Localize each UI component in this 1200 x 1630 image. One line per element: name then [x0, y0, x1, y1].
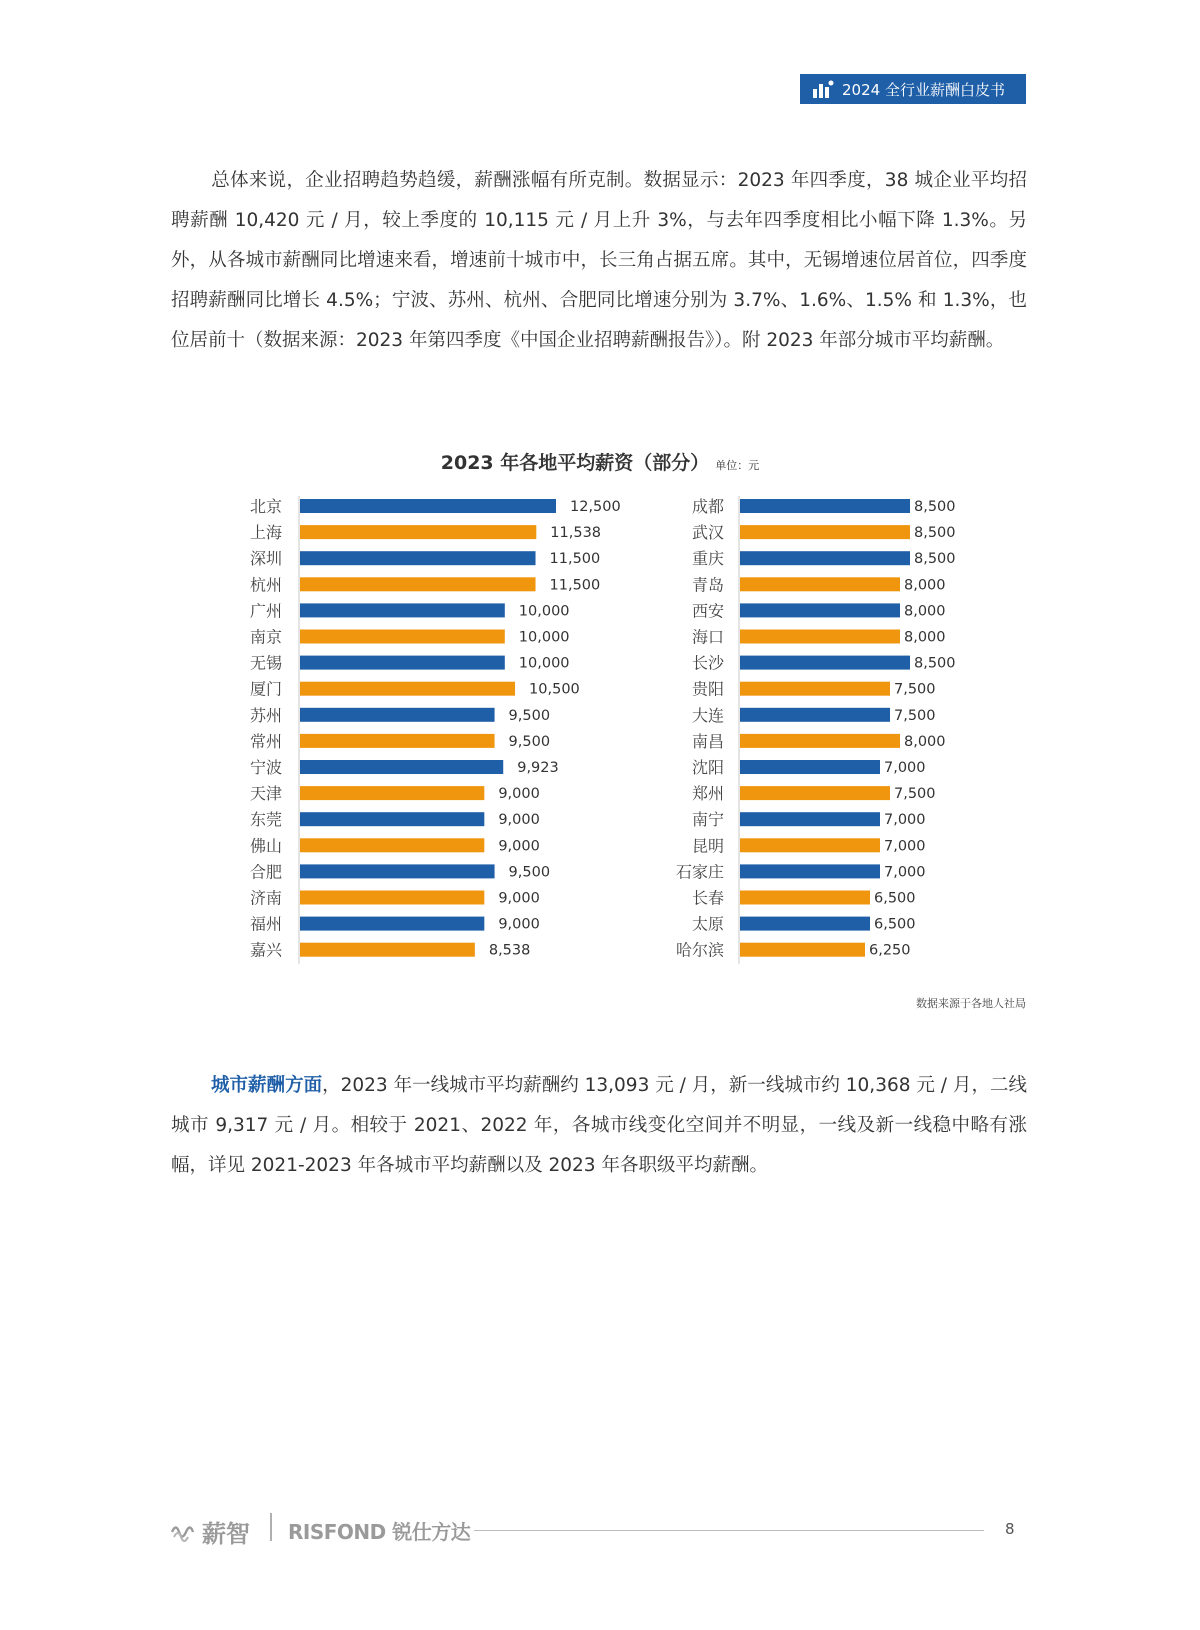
bar	[740, 525, 910, 539]
value-label: 7,000	[884, 760, 926, 776]
value-label: 6,500	[874, 890, 916, 907]
category-label: 上海	[249, 523, 282, 543]
bar	[740, 708, 890, 722]
category-label: 大连	[691, 705, 724, 725]
category-label: 沈阳	[691, 758, 724, 777]
value-label: 8,500	[914, 551, 956, 568]
xinzhi-logo-text: 薪智	[202, 1520, 250, 1548]
bar	[300, 525, 536, 539]
category-label: 福州	[249, 914, 282, 934]
intro-paragraph-text: 总体来说，企业招聘趋势趋缓，薪酬涨幅有所克制。数据显示：2023 年四季度，38 城企业平均招聘薪酬 10,420 元 / 月，较上季度的 10,115 元 / 月上升 3%，与去年四季度相比小幅下降 1.3%。另外，从各城市薪酬同比增速来看，增速前十城市中，长三角占据五席。其中，无锡增速位居首位，四季度招聘薪酬同比增长 4.5%；宁波、苏州、杭州、合肥同比增速分别为 3.7%、1.6%、1.5% 和 1.3%，也位居前十（数据来源：2023 年第四季度《中国企业招聘薪酬报告》）。附 2023 年部分城市平均薪酬。	[171, 170, 1027, 351]
category-label: 南京	[249, 627, 282, 647]
category-label: 海口	[691, 627, 724, 647]
bar	[300, 760, 503, 774]
city-salary-highlight: 城市薪酬方面	[211, 1075, 323, 1096]
category-label: 东莞	[249, 810, 282, 830]
value-label: 8,000	[904, 629, 946, 646]
value-label: 12,500	[570, 499, 621, 515]
value-label: 7,500	[894, 707, 936, 724]
value-label: 8,538	[488, 942, 531, 959]
bar	[740, 682, 890, 696]
category-label: 深圳	[249, 549, 282, 569]
category-label: 无锡	[249, 653, 282, 673]
bar	[740, 499, 910, 513]
chart-title-text: 2023 年各地平均薪资（部分）	[440, 452, 710, 474]
category-label: 苏州	[249, 705, 282, 725]
value-label: 9,500	[508, 864, 551, 881]
bar	[740, 812, 880, 826]
category-label: 杭州	[249, 575, 282, 595]
bar	[300, 891, 484, 905]
bar	[740, 891, 870, 905]
bar	[300, 734, 495, 748]
value-label: 10,000	[518, 629, 570, 646]
category-label: 青岛	[691, 575, 724, 595]
category-label: 南宁	[691, 810, 724, 830]
category-label: 济南	[249, 888, 282, 908]
chart-title	[0, 448, 1200, 475]
category-label: 北京	[249, 497, 282, 516]
bar	[740, 551, 910, 565]
bar	[300, 838, 484, 852]
city-salary-text: ，2023 年一线城市平均薪酬约 13,093 元 / 月，新一线城市约 10,368 元 / 月，二线城市 9,317 元 / 月。相较于 2021、2022 年，各城市线变化空间并不明显，一线及新一线稳中略有涨幅，详见 2021-2023 年各城市平均薪酬以及 2023 年各职级平均薪酬。	[171, 1075, 1027, 1176]
value-label: 8,500	[914, 655, 956, 672]
footer-divider	[270, 1513, 272, 1541]
category-label: 长沙	[691, 653, 724, 673]
city-salary-paragraph	[171, 1066, 1027, 1186]
header-title: 2024 全行业薪酬白皮书	[842, 80, 1005, 99]
value-label: 11,500	[549, 551, 601, 568]
category-label: 南昌	[691, 731, 724, 751]
chart-unit-label: 单位：元	[715, 459, 760, 472]
bar	[300, 786, 484, 800]
value-label: 8,000	[904, 733, 946, 750]
bar	[300, 656, 505, 670]
value-label: 7,500	[894, 786, 936, 803]
bar	[300, 943, 475, 957]
category-label: 广州	[249, 601, 282, 621]
value-label: 7,000	[884, 838, 926, 855]
category-label: 哈尔滨	[675, 940, 724, 960]
bar	[740, 734, 900, 748]
category-label: 重庆	[691, 549, 724, 569]
bar	[740, 630, 900, 644]
category-label: 常州	[249, 731, 282, 751]
header-badge	[800, 74, 1026, 104]
category-label: 宁波	[249, 758, 282, 777]
bar	[740, 838, 880, 852]
value-label: 8,500	[914, 499, 956, 515]
value-label: 9,000	[498, 916, 540, 933]
value-label: 10,000	[518, 603, 570, 620]
bar	[740, 577, 900, 591]
page-number: 8	[1005, 1520, 1015, 1538]
value-label: 9,000	[498, 812, 540, 829]
bar	[300, 708, 495, 722]
bar	[300, 551, 536, 565]
bar	[740, 786, 890, 800]
chart-source-note: 数据来源于各地人社局	[916, 997, 1026, 1010]
value-label: 9,500	[508, 707, 551, 724]
value-label: 9,000	[498, 890, 540, 907]
intro-paragraph	[171, 161, 1027, 361]
category-label: 厦门	[249, 679, 282, 699]
value-label: 8,000	[904, 577, 946, 594]
bar	[300, 864, 495, 878]
bar	[740, 917, 870, 931]
value-label: 11,500	[549, 577, 601, 594]
value-label: 6,500	[874, 916, 916, 933]
value-label: 9,923	[517, 760, 559, 776]
footer-rule	[474, 1530, 984, 1531]
category-label: 西安	[691, 601, 724, 621]
bar	[740, 864, 880, 878]
xinzhi-logo	[170, 1514, 250, 1549]
value-label: 7,000	[884, 864, 926, 881]
value-label: 8,500	[914, 525, 956, 542]
value-label: 8,000	[904, 603, 946, 620]
category-label: 石家庄	[675, 862, 724, 882]
value-label: 9,000	[498, 786, 540, 803]
category-label: 长春	[691, 888, 724, 908]
category-label: 贵阳	[691, 679, 724, 699]
bar	[300, 630, 505, 644]
value-label: 9,500	[508, 733, 551, 750]
category-label: 天津	[249, 784, 282, 804]
category-label: 太原	[691, 914, 724, 934]
bar	[740, 603, 900, 617]
bar	[300, 577, 536, 591]
category-label: 昆明	[691, 836, 724, 856]
bar	[300, 499, 556, 513]
category-label: 合肥	[249, 862, 282, 882]
bar	[300, 603, 505, 617]
category-label: 佛山	[249, 836, 282, 856]
value-label: 10,000	[518, 655, 570, 672]
value-label: 9,000	[498, 838, 540, 855]
wave-logo-icon	[170, 1521, 198, 1543]
value-label: 7,000	[884, 812, 926, 829]
category-label: 成都	[691, 497, 724, 516]
bar	[740, 943, 865, 957]
bar	[300, 812, 484, 826]
risfond-logo: RISFOND 锐仕方达	[288, 1520, 471, 1544]
category-label: 郑州	[691, 784, 724, 804]
bar-chart-icon	[812, 79, 834, 99]
salary-bar-chart	[0, 490, 1200, 980]
value-label: 6,250	[869, 942, 911, 959]
bar	[300, 682, 515, 696]
bar	[740, 656, 910, 670]
bar	[300, 917, 484, 931]
value-label: 7,500	[894, 681, 936, 698]
value-label: 11,538	[550, 525, 602, 542]
value-label: 10,500	[529, 681, 580, 698]
category-label: 嘉兴	[249, 940, 282, 960]
category-label: 武汉	[691, 523, 724, 543]
bar	[740, 760, 880, 774]
